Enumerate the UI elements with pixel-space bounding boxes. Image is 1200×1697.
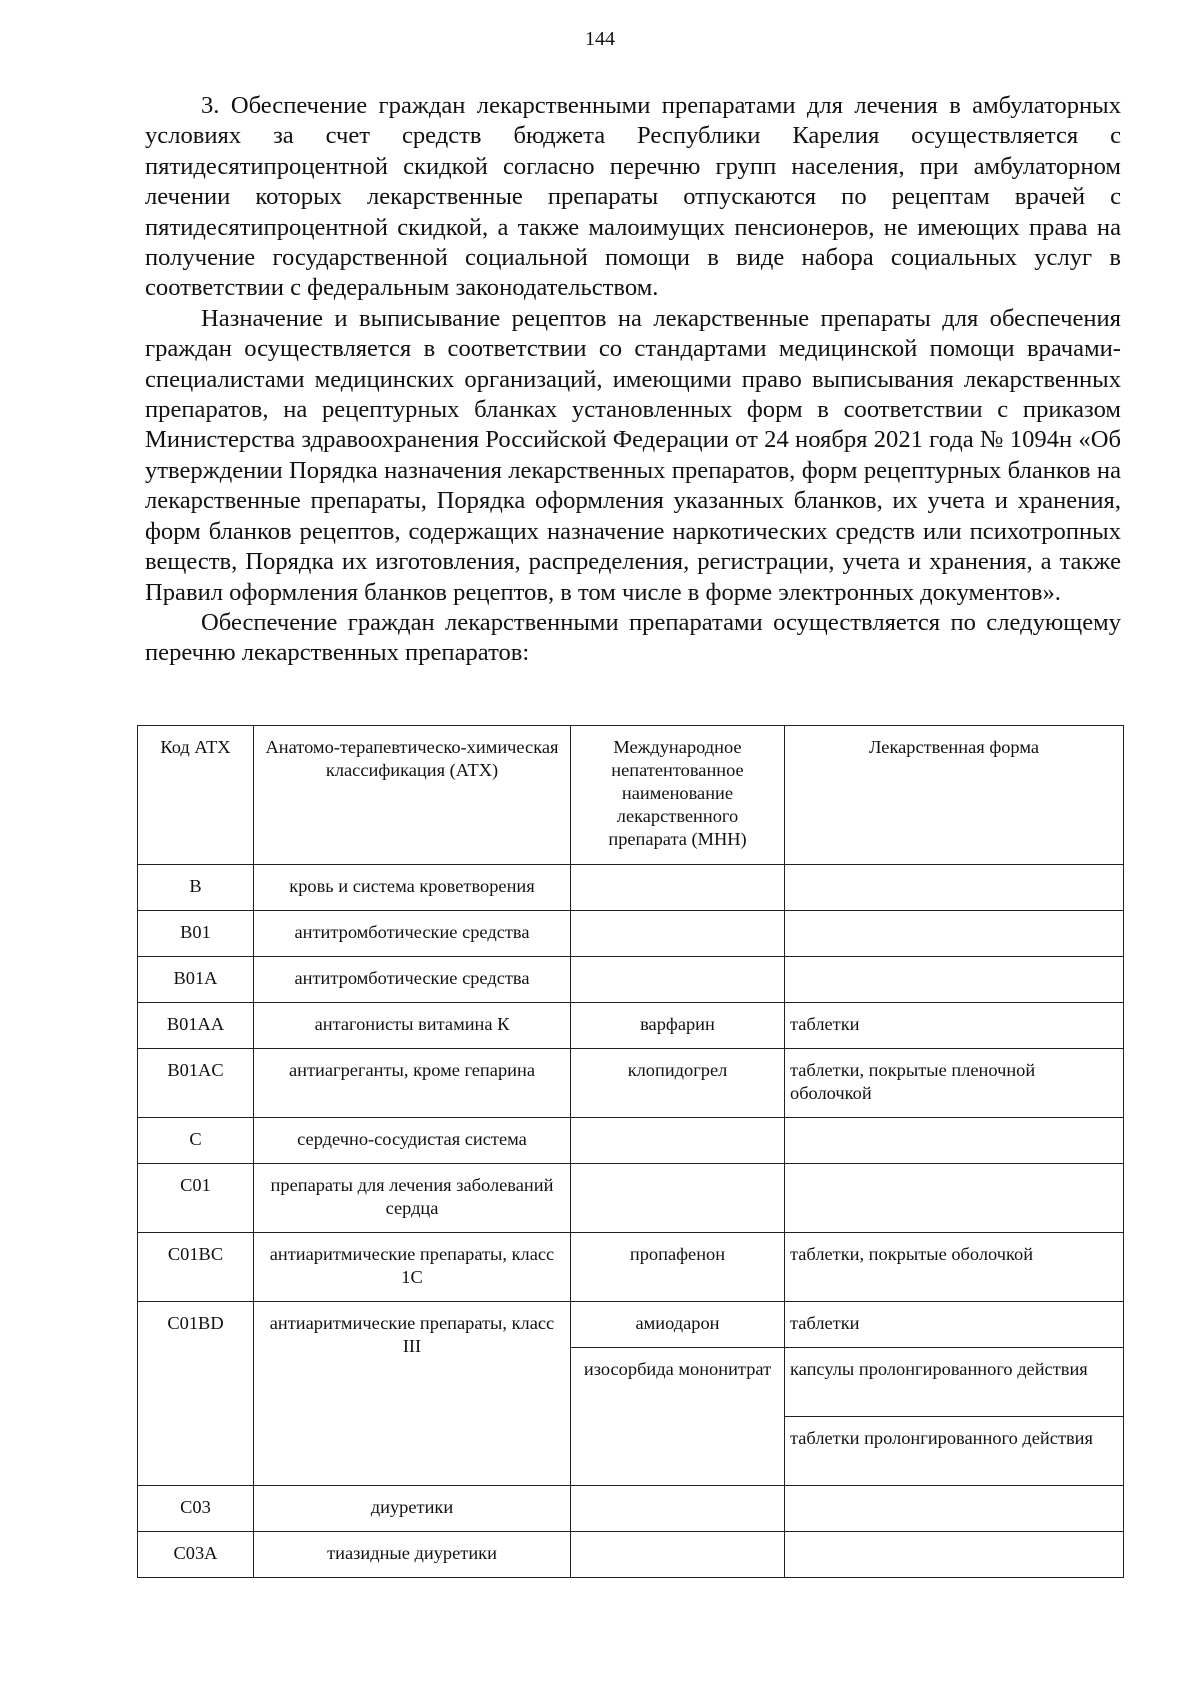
- header-dosage-form: Лекарственная форма: [785, 726, 1124, 865]
- cell-code: C03: [138, 1486, 254, 1532]
- cell-inn: амиодарон: [571, 1302, 785, 1348]
- cell-form: [785, 1118, 1124, 1164]
- cell-code: C: [138, 1118, 254, 1164]
- cell-code: B01AA: [138, 1003, 254, 1049]
- cell-inn: [571, 957, 785, 1003]
- cell-inn: изосорбида мононитрат: [571, 1348, 785, 1486]
- cell-code: B01A: [138, 957, 254, 1003]
- drug-list-table: [137, 725, 1124, 1578]
- cell-atc: тиазидные диуретики: [254, 1532, 571, 1578]
- paragraph-1: 3. Обеспечение граждан лекарственными препаратами для лечения в амбулаторных условиях за счет средств бюджета Республики Карелия осуществляется с пятидесятипроцентной скидкой согласно перечню групп населения, при амбулаторном лечении которых лекарственные препараты отпускаются по рецептам врачей с пятидесятипроцентной скидкой, а также малоимущих пенсионеров, не имеющих права на получение государственной социальной помощи в виде набора социальных услуг в соответствии с федеральным законодательством.: [145, 92, 1121, 302]
- table-row: [138, 865, 1124, 911]
- cell-code: B01: [138, 911, 254, 957]
- body-text: [145, 91, 1121, 669]
- cell-atc: антитромботические средства: [254, 957, 571, 1003]
- cell-atc: антагонисты витамина К: [254, 1003, 571, 1049]
- cell-inn: [571, 1532, 785, 1578]
- cell-form: капсулы пролонгированного действия: [785, 1348, 1124, 1417]
- table-row: [138, 1003, 1124, 1049]
- cell-atc: антиаритмические препараты, класс 1C: [254, 1233, 571, 1302]
- table-row: [138, 1233, 1124, 1302]
- cell-code: B: [138, 865, 254, 911]
- header-inn: Международное непатентованное наименование лекарственного препарата (МНН): [571, 726, 785, 865]
- cell-form: [785, 957, 1124, 1003]
- cell-code: B01AC: [138, 1049, 254, 1118]
- table-row: [138, 911, 1124, 957]
- cell-form: таблетки: [785, 1302, 1124, 1348]
- cell-inn: [571, 865, 785, 911]
- cell-inn: варфарин: [571, 1003, 785, 1049]
- cell-inn: [571, 1486, 785, 1532]
- cell-atc: кровь и система кроветворения: [254, 865, 571, 911]
- cell-atc: антиаритмические препараты, класс III: [254, 1302, 571, 1486]
- cell-atc: антиагреганты, кроме гепарина: [254, 1049, 571, 1118]
- cell-form: [785, 911, 1124, 957]
- table-header-row: [138, 726, 1124, 865]
- header-atc-classification: Анатомо-терапевтическо-химическая классификация (АТХ): [254, 726, 571, 865]
- table-row: [138, 1164, 1124, 1233]
- cell-atc: сердечно-сосудистая система: [254, 1118, 571, 1164]
- cell-form: [785, 1486, 1124, 1532]
- cell-form: таблетки пролонгированного действия: [785, 1417, 1124, 1486]
- cell-atc: препараты для лечения заболеваний сердца: [254, 1164, 571, 1233]
- cell-inn: клопидогрел: [571, 1049, 785, 1118]
- paragraph-2: Назначение и выписывание рецептов на лекарственные препараты для обеспечения граждан осуществляется в соответствии со стандартами медицинской помощи врачами-специалистами медицинских организаций, имеющими право выписывания лекарственных препаратов, на рецептурных бланках установленных форм в соответствии с приказом Министерства здравоохранения Российской Федерации от 24 ноября 2021 года № 1094н «Об утверждении Порядка назначения лекарственных препаратов, форм рецептурных бланков на лекарственные препараты, Порядка оформления указанных бланков, их учета и хранения, форм бланков рецептов, содержащих назначение наркотических средств или психотропных веществ, Порядка их изготовления, распределения, регистрации, учета и хранения, а также Правил оформления бланков рецептов, в том числе в форме электронных документов».: [145, 304, 1121, 606]
- cell-form: [785, 1164, 1124, 1233]
- cell-form: таблетки: [785, 1003, 1124, 1049]
- table-row: [138, 1302, 1124, 1348]
- cell-code: C03A: [138, 1532, 254, 1578]
- cell-code: C01BD: [138, 1302, 254, 1486]
- cell-atc: антитромботические средства: [254, 911, 571, 957]
- cell-code: C01BC: [138, 1233, 254, 1302]
- header-atc-code: Код АТХ: [138, 726, 254, 865]
- paragraph-3: Обеспечение граждан лекарственными препаратами осуществляется по следующему перечню лекарственных препаратов:: [145, 608, 1121, 667]
- cell-inn: [571, 1164, 785, 1233]
- cell-inn: [571, 1118, 785, 1164]
- cell-inn: пропафенон: [571, 1233, 785, 1302]
- table-row: [138, 1118, 1124, 1164]
- table-row: [138, 1532, 1124, 1578]
- cell-form: [785, 1532, 1124, 1578]
- cell-form: таблетки, покрытые пленочной оболочкой: [785, 1049, 1124, 1118]
- cell-form: [785, 865, 1124, 911]
- table-row: [138, 1049, 1124, 1118]
- page-number: 144: [585, 28, 615, 50]
- cell-form: таблетки, покрытые оболочкой: [785, 1233, 1124, 1302]
- cell-atc: диуретики: [254, 1486, 571, 1532]
- cell-code: C01: [138, 1164, 254, 1233]
- cell-inn: [571, 911, 785, 957]
- table-row: [138, 957, 1124, 1003]
- table-row: [138, 1486, 1124, 1532]
